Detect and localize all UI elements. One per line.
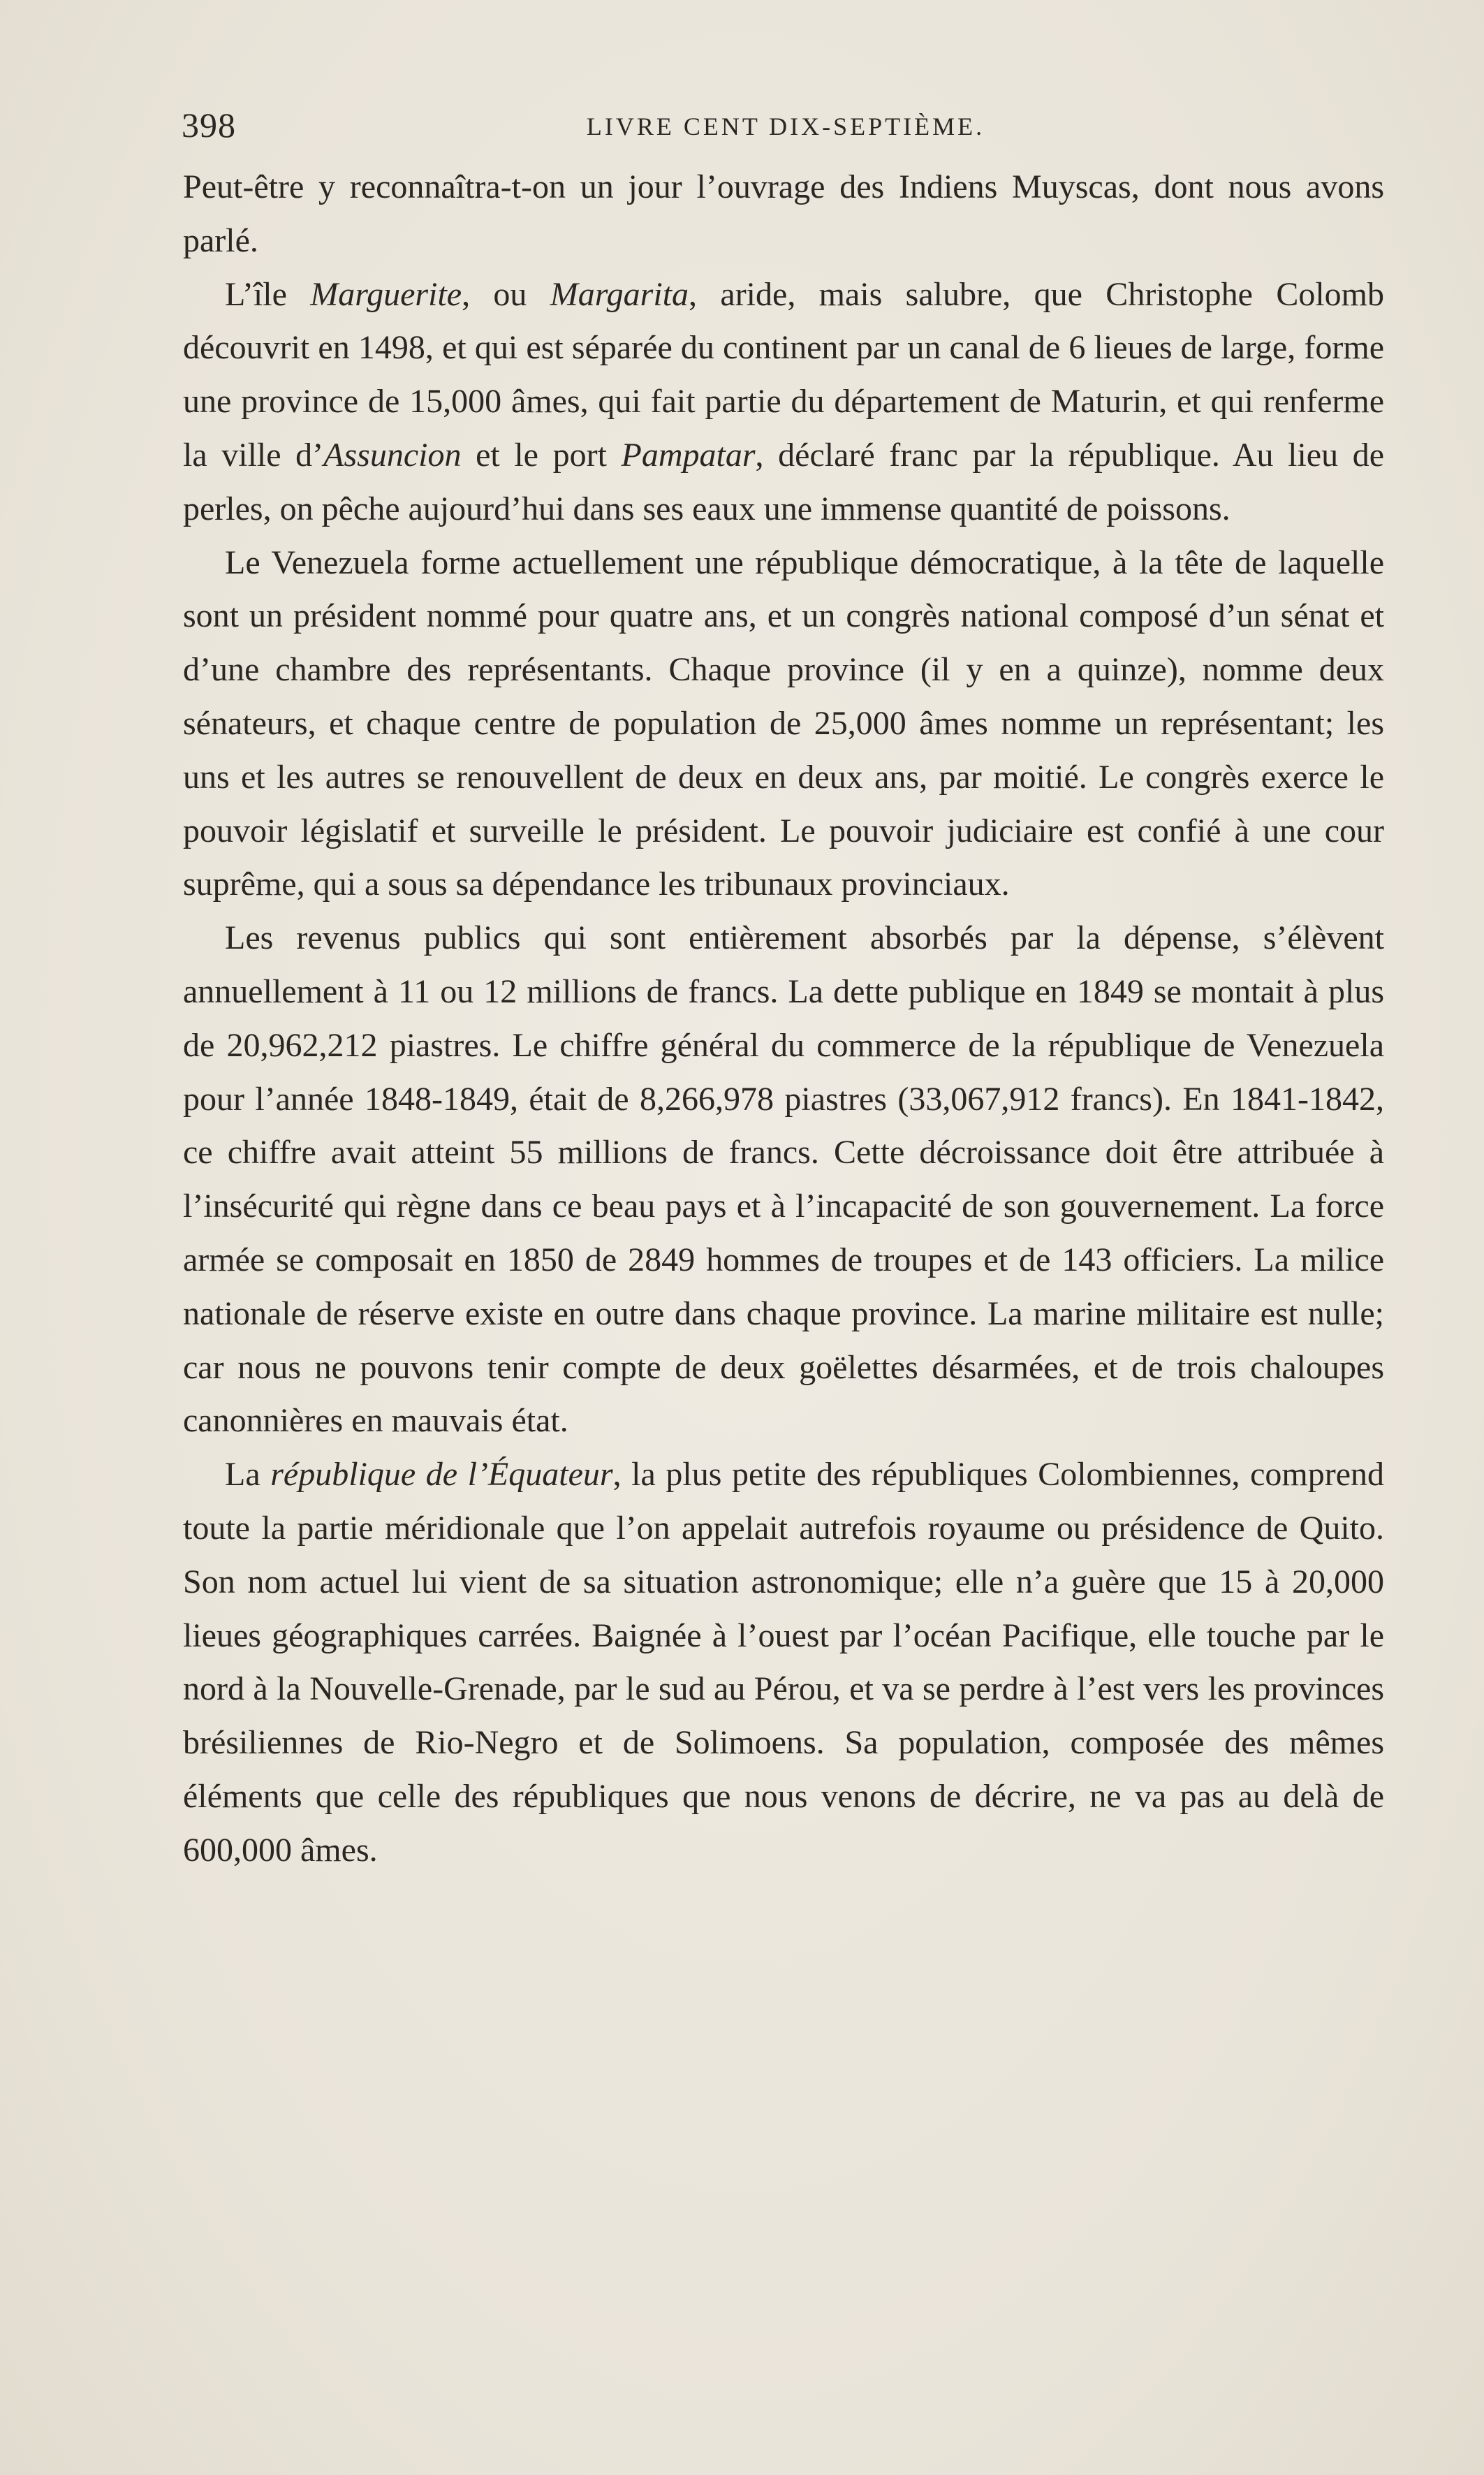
page-header (182, 105, 1390, 154)
text-segment: , aride, mais salubre, que Christophe Colomb découvrit en 1498, et qui est séparée du continent par un canal de 6 lieues de large, forme une province de 15,000 âmes, qui fait partie du département de Maturin, et qui renferme la ville d’ (183, 275, 1385, 474)
text-segment: , ou (462, 275, 550, 313)
paragraph-venezuela-finances (183, 912, 1384, 1448)
text-segment: , déclaré franc par la république. Au lieu de perles, on pêche aujourd’hui dans ses eaux une immense quantité de poissons. (183, 436, 1385, 527)
italic-term-marguerite: Marguerite (310, 275, 462, 313)
text-segment: Les revenus publics qui sont entièrement absorbés par la dépense, s’élèvent annuellement à 11 ou 12 millions de francs. La dette publique en 1849 se montait à plus de 20,962,212 piastres. Le chiffre général du commerce de la république de Venezuela pour l’année 1848-1849, était de 8,266,978 piastres (33,067,912 francs). En 1841-1842, ce chiffre avait atteint 55 millions de francs. Cette décroissance doit être attribuée à l’insécurité qui règne dans ce beau pays et à l’incapacité de son gouvernement. La force armée se composait en 1850 de 2849 hommes de troupes et de 143 officiers. La milice nationale de réserve existe en outre dans chaque province. La marine militaire est nulle; car nous ne pouvons tenir compte de deux goëlettes désarmées, et de trois chaloupes canonnières en mauvais état. (183, 919, 1384, 1440)
italic-term-margarita: Margarita (550, 275, 689, 313)
body-text (183, 161, 1384, 1878)
text-segment: La (225, 1456, 271, 1494)
text-segment: Le Venezuela forme actuellement une république démocratique, à la tête de laquelle sont un président nommé pour quatre ans, et un congrès national composé d’un sénat et d’une chambre des représentants. Chaque province (il y en a quinze), nomme deux sénateurs, et chaque centre de population de 25,000 âmes nomme un représentant; les uns et les autres se renouvellent de deux en deux ans, par moitié. Le congrès exerce le pouvoir législatif et surveille le président. Le pouvoir judiciaire est confié à une cour suprême, qui a sous sa dépendance les tribunaux provinciaux. (183, 543, 1384, 903)
italic-term-equateur: république de l’Équateur (270, 1456, 613, 1494)
paragraph-venezuela-government (183, 536, 1384, 912)
running-head: LIVRE CENT DIX-SEPTIÈME. (586, 112, 985, 140)
text-segment: Peut-être y reconnaîtra-t-on un jour l’ouvrage des Indiens Muyscas, dont nous avons parlé. (183, 168, 1384, 259)
paragraph-equateur (183, 1448, 1384, 1877)
paragraph-muyscas (183, 161, 1384, 268)
page-number: 398 (182, 105, 236, 145)
text-segment: , la plus petite des républiques Colombiennes, comprend toute la partie méridionale que l’on appelait autrefois royaume ou présidence de Quito. Son nom actuel lui vient de sa situation astronomique; elle n’a guère que 15 à 20,000 lieues géographiques carrées. Baignée à l’ouest par l’océan Pacifique, elle touche par le nord à la Nouvelle-Grenade, par le sud au Pérou, et va se perdre à l’est vers les provinces brésiliennes de Rio-Negro et de Solimoens. Sa population, composée des mêmes éléments que celle des républiques que nous venons de décrire, ne va pas au delà de 600,000 âmes. (183, 1456, 1385, 1869)
paragraph-marguerite (183, 268, 1384, 536)
italic-term-assuncion: Assuncion (323, 436, 462, 474)
text-segment: et le port (461, 436, 622, 474)
italic-term-pampatar: Pampatar (621, 436, 756, 474)
text-segment: L’île (225, 275, 311, 313)
